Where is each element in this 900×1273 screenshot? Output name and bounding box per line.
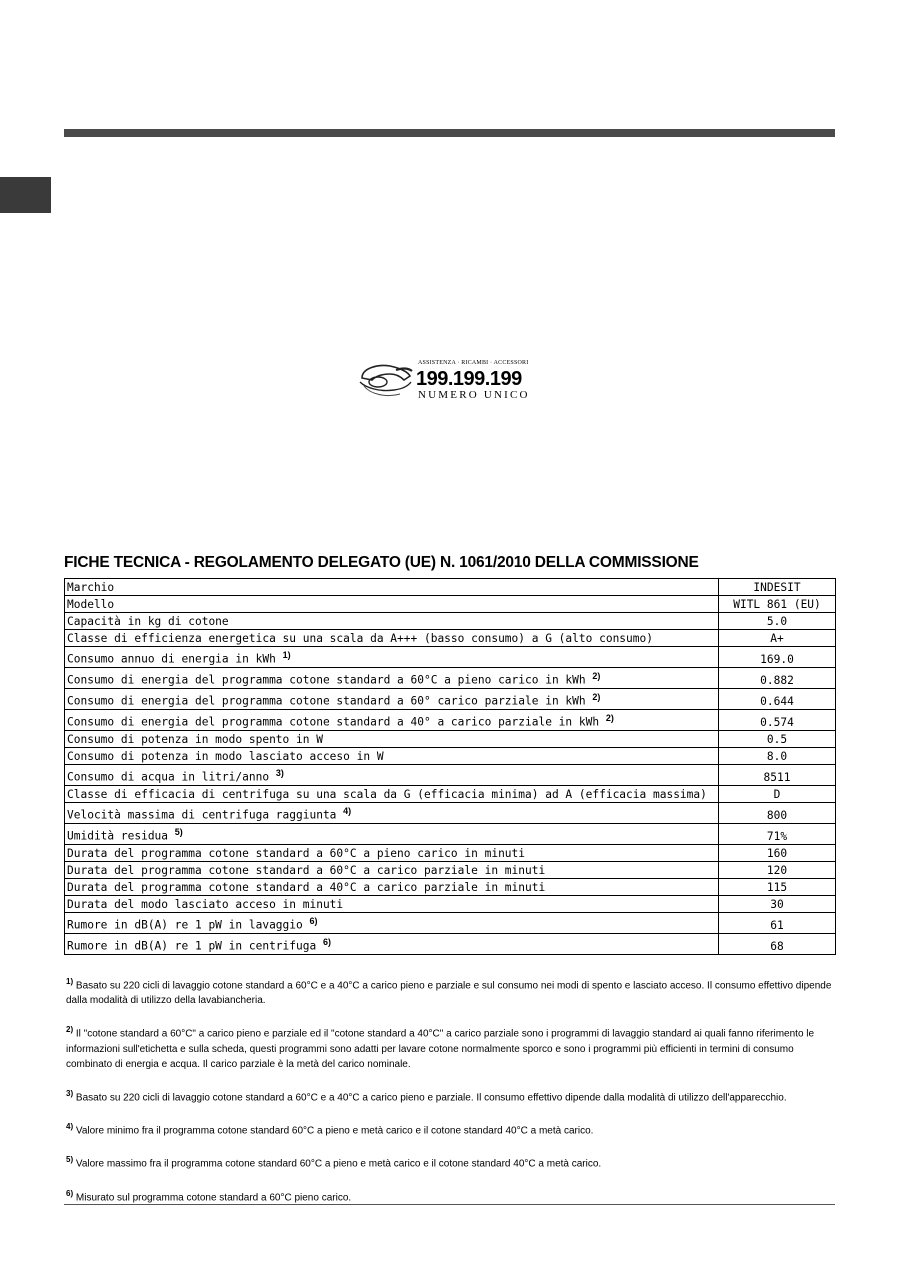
spec-label: Durata del programma cotone standard a 60°C a pieno carico in minuti xyxy=(67,847,526,860)
spec-label-cell xyxy=(65,613,719,630)
spec-row xyxy=(65,668,836,689)
spec-label: Modello xyxy=(67,598,115,611)
footnote-mark: 3) xyxy=(66,1088,74,1098)
spec-value: INDESIT xyxy=(719,579,836,596)
page-side-tab xyxy=(0,177,51,213)
spec-value: 61 xyxy=(719,913,836,934)
spec-label-cell xyxy=(65,896,719,913)
spec-label-cell xyxy=(65,647,719,668)
spec-label-cell xyxy=(65,630,719,647)
footnote xyxy=(66,1119,836,1138)
spec-value: A+ xyxy=(719,630,836,647)
spec-label-cell xyxy=(65,579,719,596)
spec-row xyxy=(65,647,836,668)
footnote-mark: 4) xyxy=(66,1121,74,1131)
footnote-text: Il "cotone standard a 60°C" a carico pieno e parziale ed il "cotone standard a 40°C" a carico parziale sono i programmi di lavaggio standard ai quali fanno riferimento le informazioni sull'etichetta e sulla scheda, questi programmi sono adatti per lavare cotone normalmente sporco e sono i programmi più efficienti in termini di consumo combinato di energia e acqua. Il carico parziale è la metà del carico nominale. xyxy=(66,1028,815,1070)
sheet-title: FICHE TECNICA - REGOLAMENTO DELEGATO (UE) N. 1061/2010 DELLA COMMISSIONE xyxy=(64,554,699,571)
spec-value: 5.0 xyxy=(719,613,836,630)
spec-label-cell xyxy=(65,862,719,879)
spec-label: Consumo di potenza in modo lasciato acceso in W xyxy=(67,750,384,763)
spec-row xyxy=(65,630,836,647)
footnote-text: Valore massimo fra il programma cotone standard 60°C a pieno e metà carico e il cotone standard 40°C a metà carico. xyxy=(75,1158,602,1170)
spec-table xyxy=(64,578,836,955)
spec-label-cell xyxy=(65,689,719,710)
spec-label-cell xyxy=(65,668,719,689)
spec-row xyxy=(65,934,836,955)
spec-label-cell xyxy=(65,824,719,845)
spec-label: Classe di efficacia di centrifuga su una scala da G (efficacia minima) ad A (efficacia massima) xyxy=(67,788,707,801)
spec-value: 71% xyxy=(719,824,836,845)
spec-label: Rumore in dB(A) re 1 pW in lavaggio xyxy=(67,919,303,932)
spec-label-cell xyxy=(65,765,719,786)
footnote xyxy=(66,1086,836,1105)
spec-label: Durata del programma cotone standard a 40°C a carico parziale in minuti xyxy=(67,881,546,894)
spec-row xyxy=(65,596,836,613)
spec-label: Durata del programma cotone standard a 60°C a carico parziale in minuti xyxy=(67,864,546,877)
footnote-text: Basato su 220 cicli di lavaggio cotone standard a 60°C e a 40°C a carico pieno e parziale e sul consumo nei modi di spento e lasciato acceso. Il consumo effettivo dipende dalla modalità di utilizzo della lavabiancheria. xyxy=(66,980,832,1007)
spec-note-ref: 1) xyxy=(282,650,291,661)
spec-row xyxy=(65,862,836,879)
header-rule xyxy=(64,129,835,137)
footnotes xyxy=(66,974,836,1205)
spec-note-ref: 2) xyxy=(592,692,601,703)
spec-label-cell xyxy=(65,845,719,862)
spec-label: Durata del modo lasciato acceso in minuti xyxy=(67,898,344,911)
spec-note-ref: 3) xyxy=(275,768,284,779)
spec-label: Marchio xyxy=(67,581,115,594)
footnote-text: Valore minimo fra il programma cotone standard 60°C a pieno e metà carico e il cotone standard 40°C a metà carico. xyxy=(75,1125,594,1137)
spec-row xyxy=(65,765,836,786)
spec-row xyxy=(65,579,836,596)
spec-value: 8511 xyxy=(719,765,836,786)
spec-label: Consumo di energia del programma cotone standard a 40° a carico parziale in kWh xyxy=(67,716,600,729)
spec-label-cell xyxy=(65,596,719,613)
spec-label: Rumore in dB(A) re 1 pW in centrifuga xyxy=(67,940,317,953)
spec-row xyxy=(65,896,836,913)
spec-label: Consumo di potenza in modo spento in W xyxy=(67,733,323,746)
spec-row xyxy=(65,613,836,630)
spec-value: 120 xyxy=(719,862,836,879)
spec-label: Classe di efficienza energetica su una scala da A+++ (basso consumo) a G (alto consumo) xyxy=(67,632,653,645)
spec-note-ref: 2) xyxy=(592,671,601,682)
spec-label-cell xyxy=(65,786,719,803)
footnote-text: Basato su 220 cicli di lavaggio cotone standard a 60°C e a 40°C a carico pieno e parziale. Il consumo effettivo dipende dalla modalità di utilizzo dell'apparecchio. xyxy=(75,1091,787,1103)
spec-row xyxy=(65,748,836,765)
spec-value: 160 xyxy=(719,845,836,862)
spec-value: 0.574 xyxy=(719,710,836,731)
spec-row xyxy=(65,731,836,748)
logo-caption: NUMERO UNICO xyxy=(418,389,530,401)
spec-label-cell xyxy=(65,934,719,955)
spec-row xyxy=(65,786,836,803)
footnote-mark: 5) xyxy=(66,1155,74,1165)
spec-note-ref: 5) xyxy=(174,827,183,838)
footnote-text: Misurato sul programma cotone standard a 60°C pieno carico. xyxy=(75,1191,352,1203)
spec-label: Capacità in kg di cotone xyxy=(67,615,229,628)
spec-value: D xyxy=(719,786,836,803)
spec-note-ref: 6) xyxy=(322,937,331,948)
service-logo xyxy=(356,360,540,402)
spec-label: Consumo di energia del programma cotone standard a 60° carico parziale in kWh xyxy=(67,695,586,708)
spec-label-cell xyxy=(65,748,719,765)
spec-row xyxy=(65,879,836,896)
spec-value: 68 xyxy=(719,934,836,955)
spec-label: Umidità residua xyxy=(67,830,169,843)
spec-label: Consumo di acqua in litri/anno xyxy=(67,771,270,784)
spec-row xyxy=(65,824,836,845)
spec-row xyxy=(65,913,836,934)
footnote xyxy=(66,1186,836,1205)
footnote-mark: 6) xyxy=(66,1188,74,1198)
spec-value: 0.644 xyxy=(719,689,836,710)
spec-note-ref: 6) xyxy=(309,916,318,927)
spec-value: 0.5 xyxy=(719,731,836,748)
spec-value: 169.0 xyxy=(719,647,836,668)
footnote-mark: 1) xyxy=(66,977,74,986)
spec-label: Consumo annuo di energia in kWh xyxy=(67,653,276,666)
spec-row xyxy=(65,710,836,731)
footnote-mark: 2) xyxy=(66,1025,74,1035)
footnote xyxy=(66,1152,836,1171)
telephone-icon xyxy=(356,362,414,400)
spec-note-ref: 4) xyxy=(343,806,352,817)
footnote xyxy=(66,1022,836,1071)
spec-value: 0.882 xyxy=(719,668,836,689)
spec-row xyxy=(65,689,836,710)
spec-label-cell xyxy=(65,879,719,896)
spec-label-cell xyxy=(65,913,719,934)
spec-label: Velocità massima di centrifuga raggiunta xyxy=(67,809,337,822)
spec-label-cell xyxy=(65,731,719,748)
spec-value: 30 xyxy=(719,896,836,913)
spec-row xyxy=(65,845,836,862)
spec-label-cell xyxy=(65,803,719,824)
spec-value: WITL 861 (EU) xyxy=(719,596,836,613)
spec-label: Consumo di energia del programma cotone standard a 60°C a pieno carico in kWh xyxy=(67,674,586,687)
footer-rule xyxy=(64,1204,835,1205)
spec-label-cell xyxy=(65,710,719,731)
logo-tagline: ASSISTENZA · RICAMBI · ACCESSORI xyxy=(418,360,529,366)
logo-phone-number: 199.199.199 xyxy=(416,368,522,390)
spec-note-ref: 2) xyxy=(605,713,614,724)
spec-value: 800 xyxy=(719,803,836,824)
spec-value: 115 xyxy=(719,879,836,896)
footnote xyxy=(66,974,836,1008)
spec-value: 8.0 xyxy=(719,748,836,765)
spec-row xyxy=(65,803,836,824)
